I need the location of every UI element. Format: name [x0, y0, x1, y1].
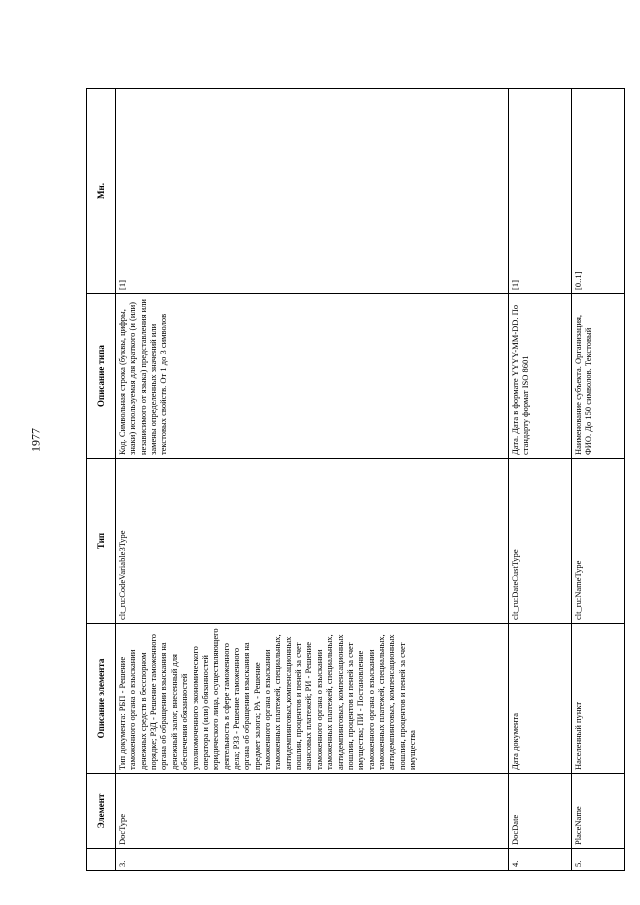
row-type: clt_ru:CodeVariable3Type [116, 459, 509, 624]
header-type-description: Описание типа [87, 294, 116, 459]
table-row [572, 89, 625, 871]
page-number: 1977 [28, 428, 43, 452]
row-element: DocDate [509, 774, 572, 849]
row-type-description: Дата. Дата в формате YYYY-MM-DD. По стандарту формат ISO 8601 [509, 294, 572, 459]
rotated-table-container [86, 89, 622, 871]
row-num: 4. [509, 849, 572, 871]
row-multiplicity: [1] [116, 89, 509, 294]
header-element: Элемент [87, 774, 116, 849]
row-type-description: Наименование субъекта. Организация, ФИО. До 150 символов. Текстовый [572, 294, 625, 459]
header-num [87, 849, 116, 871]
header-description: Описание элемента [87, 624, 116, 774]
table-row [509, 89, 572, 871]
row-type-description: Код. Символьная строка (буквы, цифры, знаки) используемая для краткого (и (или) независимого от языка) представления или замены определенных значений или текстовых свойств. От 1 до 3 символов [116, 294, 509, 459]
row-element: DocType [116, 774, 509, 849]
table-header-row [87, 89, 116, 871]
header-multiplicity: Мн. [87, 89, 116, 294]
row-num: 3. [116, 849, 509, 871]
row-element: PlaceName [572, 774, 625, 849]
row-type: clt_ru:DateCustType [509, 459, 572, 624]
row-description: Населенный пункт [572, 624, 625, 774]
row-num: 5. [572, 849, 625, 871]
row-multiplicity: [0..1] [572, 89, 625, 294]
header-type: Тип [87, 459, 116, 624]
row-description: Тип документа: РБП - Решение таможенного органа о взыскании денежных средств в бесспорном порядке; РЗД - Решение таможенного органа об обращении взыскания на денежный залог, внесенный для обеспечения обязанностей уполномоченного экономического оператора и (или) обязанностей юридического лица, осуществляющего деятельность в сфере таможенного дела; РЗЗ - Решение таможенного органа об обращении взыскания на предмет залога; РА - Решение таможенного органа о взыскании таможенных платежей, специальных, антидемпинговых,компенсационных пошлин, процентов и пеней за счет авансовых платежей; РИ - Решение таможенного органа о взыскании таможенных платежей, специальных, антидемпинговых, компенсационных пошлин, процентов и пеней за счет имущества; ПИ - Постановление таможенного органа о взыскании таможенных платежей, специальных, антидемпинговых, компенсационных пошлин, процентов и пеней за счет имущества [116, 624, 509, 774]
schema-table [86, 88, 625, 871]
row-description: Дата документа [509, 624, 572, 774]
table-row [116, 89, 509, 871]
row-type: clt_ru:NameType [572, 459, 625, 624]
row-multiplicity: [1] [509, 89, 572, 294]
